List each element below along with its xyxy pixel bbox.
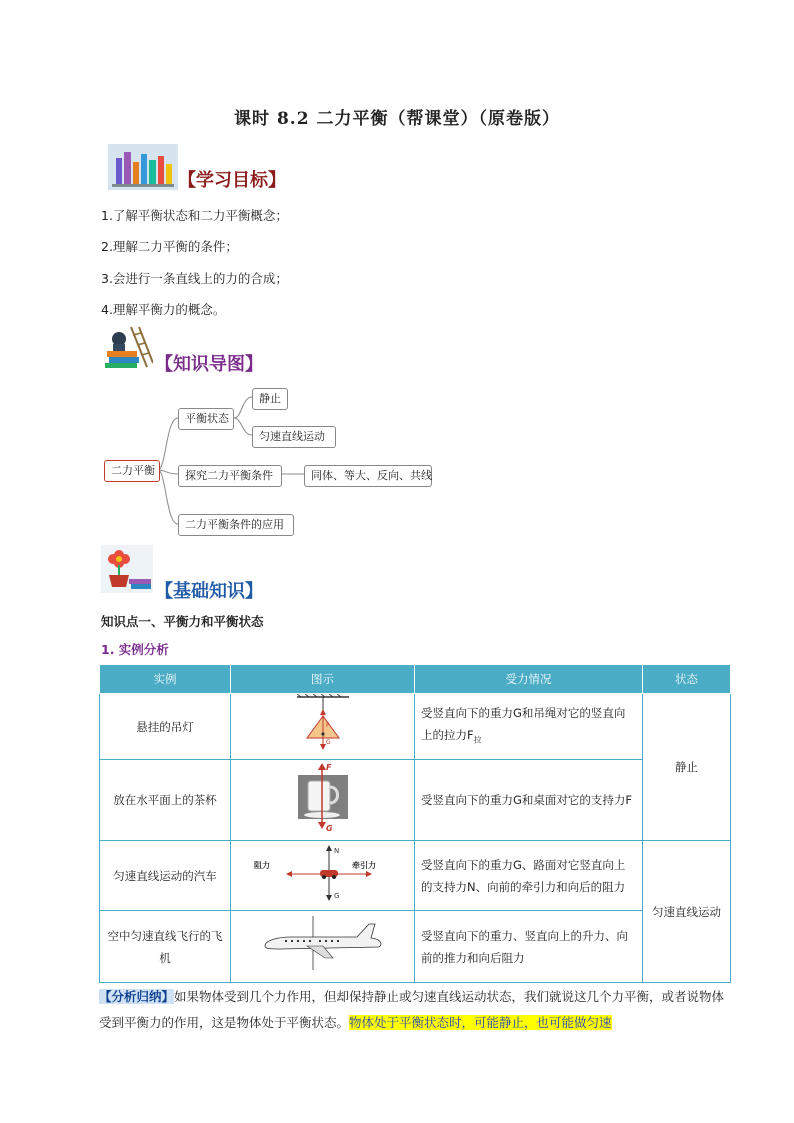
summary-tag: 【分析归纳】 <box>99 989 175 1004</box>
example-cell: 放在水平面上的茶杯 <box>100 760 231 841</box>
airplane-diagram <box>261 912 385 974</box>
flower-pot-icon <box>101 545 153 593</box>
summary-text: 如果物体受到几个力作用，但却保持静止或匀速直线运动状态，我们就说这几个力平衡，或者说物体受到平衡力的作用，这是物体处于平衡状态。 <box>99 989 725 1030</box>
mindmap-leaf-uniform-motion: 匀速直线运动 <box>252 426 336 448</box>
mindmap-root: 二力平衡 <box>104 460 160 482</box>
state-cell: 静止 <box>643 694 731 841</box>
table-row <box>100 841 731 911</box>
mindmap-branch-application: 二力平衡条件的应用 <box>178 514 294 536</box>
books-stack-icon <box>108 144 178 190</box>
mindmap-branch-balance-state: 平衡状态 <box>178 408 234 430</box>
objectives-heading: 【学习目标】 <box>178 170 286 191</box>
forces-text: 受竖直向下的重力G和吊绳对它的竖直向上的拉力F <box>421 705 626 742</box>
forces-cell <box>415 694 643 760</box>
table-header-row <box>100 665 731 694</box>
objective-item: 2.理解二力平衡的条件； <box>101 239 238 254</box>
car-drag-label: 阻力 <box>253 861 270 870</box>
mindmap-heading: 【知识导图】 <box>155 354 263 375</box>
table-row <box>100 760 731 841</box>
objective-item: 4.理解平衡力的概念。 <box>101 302 226 317</box>
example-table <box>99 664 731 983</box>
figure-cell <box>231 911 415 983</box>
car-traction-label: 牵引力 <box>351 861 376 870</box>
subheading: 1. 实例分析 <box>101 642 169 657</box>
table-row <box>100 694 731 760</box>
mindmap-leaf-conditions: 同体、等大、反向、共线 <box>304 465 432 487</box>
car-normal-label: N <box>333 847 339 855</box>
column-header: 图示 <box>231 665 415 694</box>
forces-cell: 受竖直向下的重力、竖直向上的升力、向前的推力和向后阻力 <box>415 911 643 983</box>
example-cell: 悬挂的吊灯 <box>100 694 231 760</box>
forces-cell: 受竖直向下的重力G和桌面对它的支持力F <box>415 760 643 841</box>
column-header: 实例 <box>100 665 231 694</box>
basics-heading: 【基础知识】 <box>155 581 263 602</box>
table-row <box>100 911 731 983</box>
lamp-gravity-label: G <box>325 739 331 746</box>
objective-item: 1.了解平衡状态和二力平衡概念； <box>101 208 288 223</box>
example-cell: 空中匀速直线飞行的飞机 <box>100 911 231 983</box>
forces-subscript: 拉 <box>473 735 482 745</box>
hanging-lamp-diagram <box>297 694 349 752</box>
teacup-diagram <box>298 761 348 833</box>
figure-cell <box>231 760 415 841</box>
mindmap-branch-explore-conditions: 探究二力平衡条件 <box>178 465 282 487</box>
column-header: 受力情况 <box>415 665 643 694</box>
car-forces-diagram <box>248 842 398 902</box>
summary-paragraph <box>99 984 731 1036</box>
figure-cell <box>231 694 415 760</box>
summary-highlight: 物体处于平衡状态时，可能静止，也可能做匀速 <box>349 1015 612 1030</box>
objective-item: 3.会进行一条直线上的力的合成； <box>101 271 288 286</box>
example-cell: 匀速直线运动的汽车 <box>100 841 231 911</box>
knowledge-point-title: 知识点一、平衡力和平衡状态 <box>101 614 264 629</box>
state-cell: 匀速直线运动 <box>643 841 731 983</box>
page-title: 课时 8.2 二力平衡（帮课堂）（原卷版） <box>234 109 560 129</box>
car-gravity-label: G <box>333 892 339 900</box>
lamp-force-label: F <box>325 722 329 729</box>
mindmap-leaf-static: 静止 <box>252 388 288 410</box>
books-ladder-icon <box>101 325 153 369</box>
cup-gravity-label: G <box>325 823 333 833</box>
forces-cell: 受竖直向下的重力G、路面对它竖直向上的支持力N、向前的牵引力和向后的阻力 <box>415 841 643 911</box>
cup-force-label: F <box>325 762 331 772</box>
column-header: 状态 <box>643 665 731 694</box>
figure-cell <box>231 841 415 911</box>
